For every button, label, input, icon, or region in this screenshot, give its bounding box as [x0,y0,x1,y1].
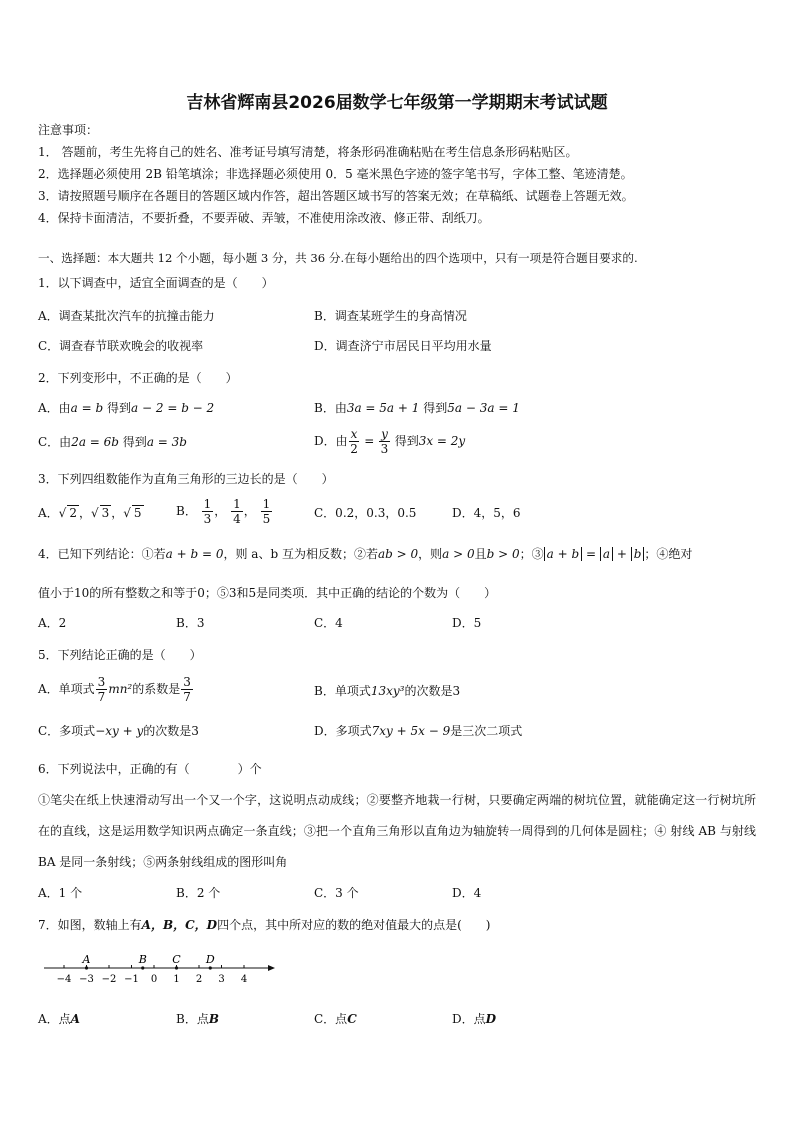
q7-option-d [452,1010,496,1027]
number-line-points [82,953,215,970]
page-title: 吉林省辉南县2026届数学七年级第一学期期末考试试题 [186,93,608,113]
number-line-point-label: A [82,953,91,966]
q2-d-2: 2 [350,442,358,456]
q7-option-a [38,1010,80,1027]
q2-c-connector: 得到 [118,435,147,449]
q5-d-post: 是三次二项式 [450,724,523,738]
number-line-point [141,966,144,969]
q5-a-num: 3 [97,675,106,689]
q7-stem-post: 四个点，其中所对应的数的绝对值最大的点是( ) [217,918,491,932]
q5-a-den: 7 [97,690,106,704]
q3-b-fraction-3 [261,497,273,526]
number-line-tick-label: 3 [218,974,225,985]
number-line-point-label: B [138,953,147,966]
number-line-tick-label: 0 [150,974,158,985]
q4-option-d: D．5 [452,616,482,630]
q2-option-d: D．由 $\frac{x}{2}$ = $\frac{y}{3}$ 得到3x = 2y [314,427,466,456]
note-item-1: 1． 答题前，考生先将自己的姓名、准考证号填写清楚，将条形码准确粘贴在考生信息条形码粘贴区。 [38,145,578,159]
number-line-point [209,966,212,969]
q5-b-prefix: B．单项式 [314,684,371,698]
q4-abs-a: a [600,547,613,561]
q2-d-y: y [381,427,388,441]
q2-a-equation: a = b [70,401,104,415]
q4-stem-line-1 [38,545,692,562]
q5-option-b [314,682,460,699]
number-line-tick-label: −1 [124,974,139,985]
q4-m4: b > 0 [486,547,520,561]
number-line-tick-label: −4 [56,974,72,985]
q6-option-b: B．2 个 [176,886,221,900]
q2-b-equation: 3a = 5a + 1 [346,401,420,415]
q3-a-root-1: 2 [69,506,77,520]
q2-c-prefix: C．由 [38,435,72,449]
q4-m2: ab > 0 [377,547,419,561]
q2-d-prefix: D．由 [314,434,348,448]
q6-option-a: A．1 个 [38,886,83,900]
q4-option-a: A．2 [38,616,67,630]
number-line-figure [38,948,278,992]
q3-a-root-2: 3 [101,506,110,520]
q2-b-connector: 得到 [419,401,448,415]
q3-b-den-2: 4 [233,512,241,526]
q2-d-3: 3 [380,442,389,456]
q4-m3: a > 0 [442,547,475,561]
q3-b-num-1: 1 [203,497,212,511]
q2-a-connector: 得到 [103,401,132,415]
q7-c-letter: C [347,1012,357,1026]
q3-option-d: D．4，5，6 [452,506,521,520]
q3-option-b: B． $\frac{1}{3}$ ， $\frac{1}{4}$ ， $\frac{1}{5}$ [176,497,271,526]
q7-b-letter: B [208,1012,219,1026]
number-line-tick-label: 2 [195,974,203,985]
q3-b-num-2: 1 [233,497,241,511]
q5-option-d [314,722,522,739]
q6-body: ①笔尖在纸上快速滑动写出一个又一个字，这说明点动成线；②要整齐地栽一行树，只要确定两端的树坑位置，就能确定这一行树坑所在的直线，这是运用数学知识两点确定一条直线；③把一个直角三角形以直角边为轴旋转一周得到的几何体是圆柱；④ 射线 AB 与射线 BA 是同一条射线；⑤两条射线组成的图形叫角 [38,793,756,869]
q2-d-connector: 得到 [390,434,419,448]
q4-stem-line-2: 值小于10的所有整数之和等于0；⑤3和5是同类项．其中正确的结论的个数为（ ） [38,586,497,600]
q7-stem-pre: 7．如图，数轴上有 [38,918,142,932]
q6-option-c: C．3 个 [314,886,359,900]
q3-b-num-3: 1 [262,497,271,511]
number-line-point [85,966,88,969]
q3-b-fraction-1 [202,497,214,526]
q7-d-prefix: D．点 [452,1012,486,1026]
number-line-point-label: D [205,953,215,966]
q2-stem: 2．下列变形中，不正确的是（ ） [38,371,238,385]
q5-d-polynomial: 7xy + 5x − 9 [371,724,451,738]
note-item-3: 3．请按照题号顺序在各题目的答题区域内作答，超出答题区域书写的答案无效；在草稿纸、试题卷上答题无效。 [38,189,634,203]
q2-option-c [38,433,187,450]
q7-b-prefix: B．点 [176,1012,209,1026]
q3-b-label: B． [176,504,197,518]
q4-s6: ；④绝对 [644,547,693,561]
q2-c-result: a = 3b [146,435,187,449]
q6-stem: 6．下列说法中，正确的有（ ）个 [38,762,262,776]
q7-option-b [176,1010,219,1027]
q7-option-c [314,1010,357,1027]
q7-c-prefix: C．点 [314,1012,348,1026]
q3-b-den-1: 3 [203,512,212,526]
q3-b-fraction-2 [231,497,243,526]
q2-d-fraction-x [349,427,360,456]
q7-a-letter: A [70,1012,80,1026]
section-heading: 一、选择题：本大题共 12 个小题，每小题 3 分，共 36 分.在每小题给出的四个选项中，只有一项是符合题目要求的. [38,251,638,265]
q7-a-prefix: A．点 [38,1012,71,1026]
q6-option-d: D．4 [452,886,482,900]
q2-d-result: 3x = 2y [418,434,466,448]
q5-a-mid: 的系数是 [132,682,181,696]
note-item-4: 4．保持卡面清洁，不要折叠，不要弄破、弄皱，不准使用涂改液、修正带、刮纸刀。 [38,211,490,225]
q3-b-den-3: 5 [262,512,271,526]
q4-m1: a + b = 0 [165,547,224,561]
q1-option-d: D．调查济宁市居民日平均用水量 [314,339,492,353]
number-line-arrow [268,965,275,971]
q4-abs-sum: a + b [544,547,583,561]
q2-b-result: 5a − 3a = 1 [447,401,520,415]
q4-option-c: C．4 [314,616,343,630]
number-line-tick-label: 4 [240,974,248,985]
q2-d-x: x [350,427,358,441]
q2-a-prefix: A．由 [38,401,71,415]
q3-a-label: A． [38,506,59,520]
note-item-2: 2．选择题必须使用 2B 铅笔填涂；非选择题必须使用 0．5 毫米黑色字迹的签字笔书写，字体工整、笔迹清楚。 [38,167,633,181]
q5-a-num-2: 3 [183,675,191,689]
q2-a-result: a − 2 = b − 2 [131,401,215,415]
q4-plus: + [613,547,631,561]
q5-c-polynomial: −xy + y [95,724,144,738]
q2-option-a [38,399,214,416]
notes-heading: 注意事项： [38,123,99,137]
q5-a-den-2: 7 [183,690,191,704]
q4-abs-b: b [631,547,645,561]
number-line-point [175,966,178,969]
q5-a-fraction-2 [181,675,193,704]
q5-a-monomial: mn² [108,682,133,696]
q3-stem: 3．下列四组数能作为直角三角形的三边长的是（ ） [38,472,334,486]
q2-c-equation: 2a = 6b [71,435,119,449]
q5-d-prefix: D．多项式 [314,724,372,738]
number-line-tick-label: −3 [79,974,94,985]
q4-s2: ，则 a、b 互为相反数；②若 [223,547,378,561]
number-line-point-label: C [172,953,181,966]
q1-stem: 1．以下调查中，适宜全面调查的是（ ） [38,276,274,290]
q4-s3: ，则 [418,547,443,561]
q1-option-b: B．调查某班学生的身高情况 [314,309,467,323]
q1-option-c: C．调查春节联欢晚会的收视率 [38,339,204,353]
q5-stem: 5．下列结论正确的是（ ） [38,648,202,662]
q4-s1: 4．已知下列结论：①若 [38,547,166,561]
q2-b-prefix: B．由 [314,401,347,415]
q5-option-a [38,672,194,706]
q2-option-b [314,399,520,416]
q4-s4: 且 [474,547,487,561]
q7-d-letter: D [485,1012,497,1026]
q5-a-prefix: A．单项式 [38,682,95,696]
q5-c-prefix: C．多项式 [38,724,96,738]
q7-stem [38,916,490,933]
q4-option-b: B．3 [176,616,205,630]
q4-equals: = [582,547,600,561]
q3-a-root-3: 5 [133,506,142,520]
q5-c-post: 的次数是3 [143,724,199,738]
number-line-tick-label: 1 [173,974,180,985]
q7-stem-letters: A，B，C，D [141,918,218,932]
q3-option-c: C．0.2，0.3，0.5 [314,506,417,520]
q1-option-a: A．调查某批次汽车的抗撞击能力 [38,309,215,323]
q4-s5: ；③ [519,547,544,561]
q3-option-a: A．√ 2 ，√ 3 ，√ 5 [38,506,142,520]
q2-d-fraction-y [379,427,390,456]
q5-b-post: 的次数是3 [404,684,461,698]
number-line-tick-label: −2 [101,974,117,985]
q5-option-c [38,722,199,739]
q5-b-monomial: 13xy³ [370,684,405,698]
q5-a-fraction [96,675,108,704]
